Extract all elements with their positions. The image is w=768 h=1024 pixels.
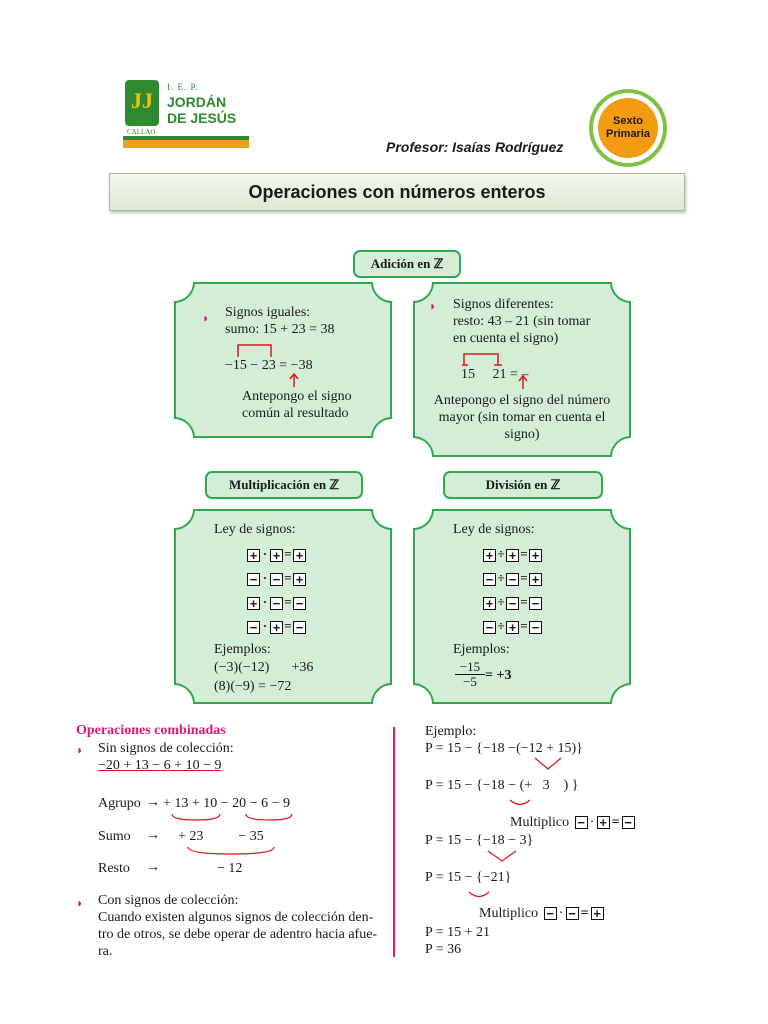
row-label-resto: Resto — [98, 861, 130, 876]
example-step-6: P = 36 — [425, 942, 462, 957]
div-rule-2: − ÷ − = + — [483, 570, 542, 586]
row-value-resto: − 12 — [217, 861, 243, 876]
addition-diff-signs-box: ◗ Signos diferentes: resto: 43 – 21 (sin tomar en cuenta el signo) 15 21 = – Antepongo el signo del número mayor (sin tomar en cuenta el signo) — [413, 282, 631, 457]
logo-mark: JJ — [125, 80, 159, 126]
example-step-4: P = 15 − {−21} — [425, 870, 512, 885]
combined-paragraph-1: Cuando existen algunos signos de colección den- — [98, 910, 374, 925]
column-divider — [393, 727, 395, 957]
example-step-2: P = 15 − {−18 − (+ 3 ) } — [425, 778, 579, 793]
multiplico-row-1: Multiplico − · + = − — [510, 814, 635, 831]
brace-icon — [186, 845, 278, 857]
row-value-agrupo: + 13 + 10 − 20 − 6 − 9 — [163, 796, 290, 811]
check-chevron-icon — [486, 849, 518, 863]
example-step-5: P = 15 + 21 — [425, 925, 491, 940]
example-step-1: P = 15 − {−18 −(−12 + 15)} — [425, 741, 583, 756]
addition-label: Adición en ℤ — [353, 250, 461, 278]
mult-rule-1: + · + = + — [247, 546, 306, 562]
example-title: Ejemplo: — [425, 724, 477, 739]
div-rule-3: + ÷ − = − — [483, 594, 542, 610]
arrow-right-icon: → — [146, 860, 160, 875]
diff-signs-expr: 15 21 = – — [461, 367, 529, 382]
diff-signs-note-2: mayor (sin tomar en cuenta el — [438, 410, 606, 425]
same-signs-sum: sumo: 15 + 23 = 38 — [225, 322, 335, 337]
combined-item-2: Con signos de colección: — [98, 893, 239, 908]
same-signs-note-1: Antepongo el signo — [242, 389, 352, 404]
example-step-3: P = 15 − {−18 − 3} — [425, 833, 534, 848]
div-examples-label: Ejemplos: — [453, 642, 510, 657]
row-value-sumo: + 23 − 35 — [178, 829, 264, 844]
check-chevron-icon — [533, 756, 563, 772]
same-signs-heading: Signos iguales: — [225, 305, 311, 320]
logo-city: CALLAO — [127, 128, 156, 136]
brace-icon — [170, 812, 295, 824]
mult-example-2: (8)(−9) = −72 — [214, 679, 292, 694]
same-signs-note-2: común al resultado — [242, 406, 349, 421]
page-title: Operaciones con números enteros — [109, 173, 685, 211]
grade-badge: Sexto Primaria — [598, 98, 658, 158]
logo-school-name: JORDÁN DE JESÚS — [167, 94, 237, 126]
same-signs-expr: −15 − 23 = −38 — [225, 358, 313, 373]
div-fraction: −15 −5 — [455, 660, 485, 689]
teacher-name: Profesor: Isaías Rodríguez — [386, 139, 564, 155]
multiplication-label: Multiplicación en ℤ — [205, 471, 363, 499]
diff-signs-note-3: signo) — [504, 427, 540, 442]
combined-paragraph-2: tro de otros, se debe operar de adentro hacia afue- — [98, 927, 378, 942]
div-rule-1: + ÷ + = + — [483, 546, 542, 562]
logo-small-text: I. E. P. — [167, 82, 199, 92]
multiplico-row-2: Multiplico − · − = + — [479, 905, 604, 922]
arrow-up-icon — [517, 374, 529, 390]
arrow-right-icon: → — [146, 795, 160, 810]
mult-heading: Ley de signos: — [214, 522, 296, 537]
div-heading: Ley de signos: — [453, 522, 535, 537]
diff-signs-note-1: Antepongo el signo del número — [433, 393, 611, 408]
mult-rule-3: + · − = − — [247, 594, 306, 610]
div-fraction-result: = +3 — [485, 668, 512, 683]
division-label: División en ℤ — [443, 471, 603, 499]
arrow-right-icon: → — [146, 828, 160, 843]
combined-title: Operaciones combinadas — [76, 723, 226, 738]
diff-signs-line-2: en cuenta el signo) — [453, 331, 559, 346]
mult-examples-label: Ejemplos: — [214, 642, 271, 657]
division-box — [413, 509, 631, 704]
diff-signs-heading: Signos diferentes: — [453, 297, 554, 312]
school-logo — [123, 78, 249, 148]
row-label-sumo: Sumo — [98, 829, 131, 844]
mult-rule-4: − · + = − — [247, 618, 306, 634]
addition-same-signs-box: ◗ Signos iguales: sumo: 15 + 23 = 38 −15 − 23 = −38 Antepongo el signo común al resultado — [174, 282, 392, 438]
mult-rule-2: − · − = + — [247, 570, 306, 586]
div-rule-4: − ÷ + = − — [483, 618, 542, 634]
arrow-up-icon — [288, 372, 300, 388]
combined-expr: −20 + 13 − 6 + 10 − 9 — [98, 758, 222, 773]
curve-arrow-icon — [508, 798, 532, 810]
curve-arrow-icon — [467, 890, 491, 902]
multiplication-box — [174, 509, 392, 704]
combined-paragraph-3: ra. — [98, 944, 113, 959]
row-label-agrupo: Agrupo — [98, 796, 141, 811]
diff-signs-line-1: resto: 43 – 21 (sin tomar — [453, 314, 591, 329]
bracket-icon — [462, 352, 502, 366]
bracket-icon — [236, 342, 276, 358]
combined-item-1: Sin signos de colección: — [98, 741, 234, 756]
mult-example-1: (−3)(−12) +36 — [214, 660, 314, 675]
